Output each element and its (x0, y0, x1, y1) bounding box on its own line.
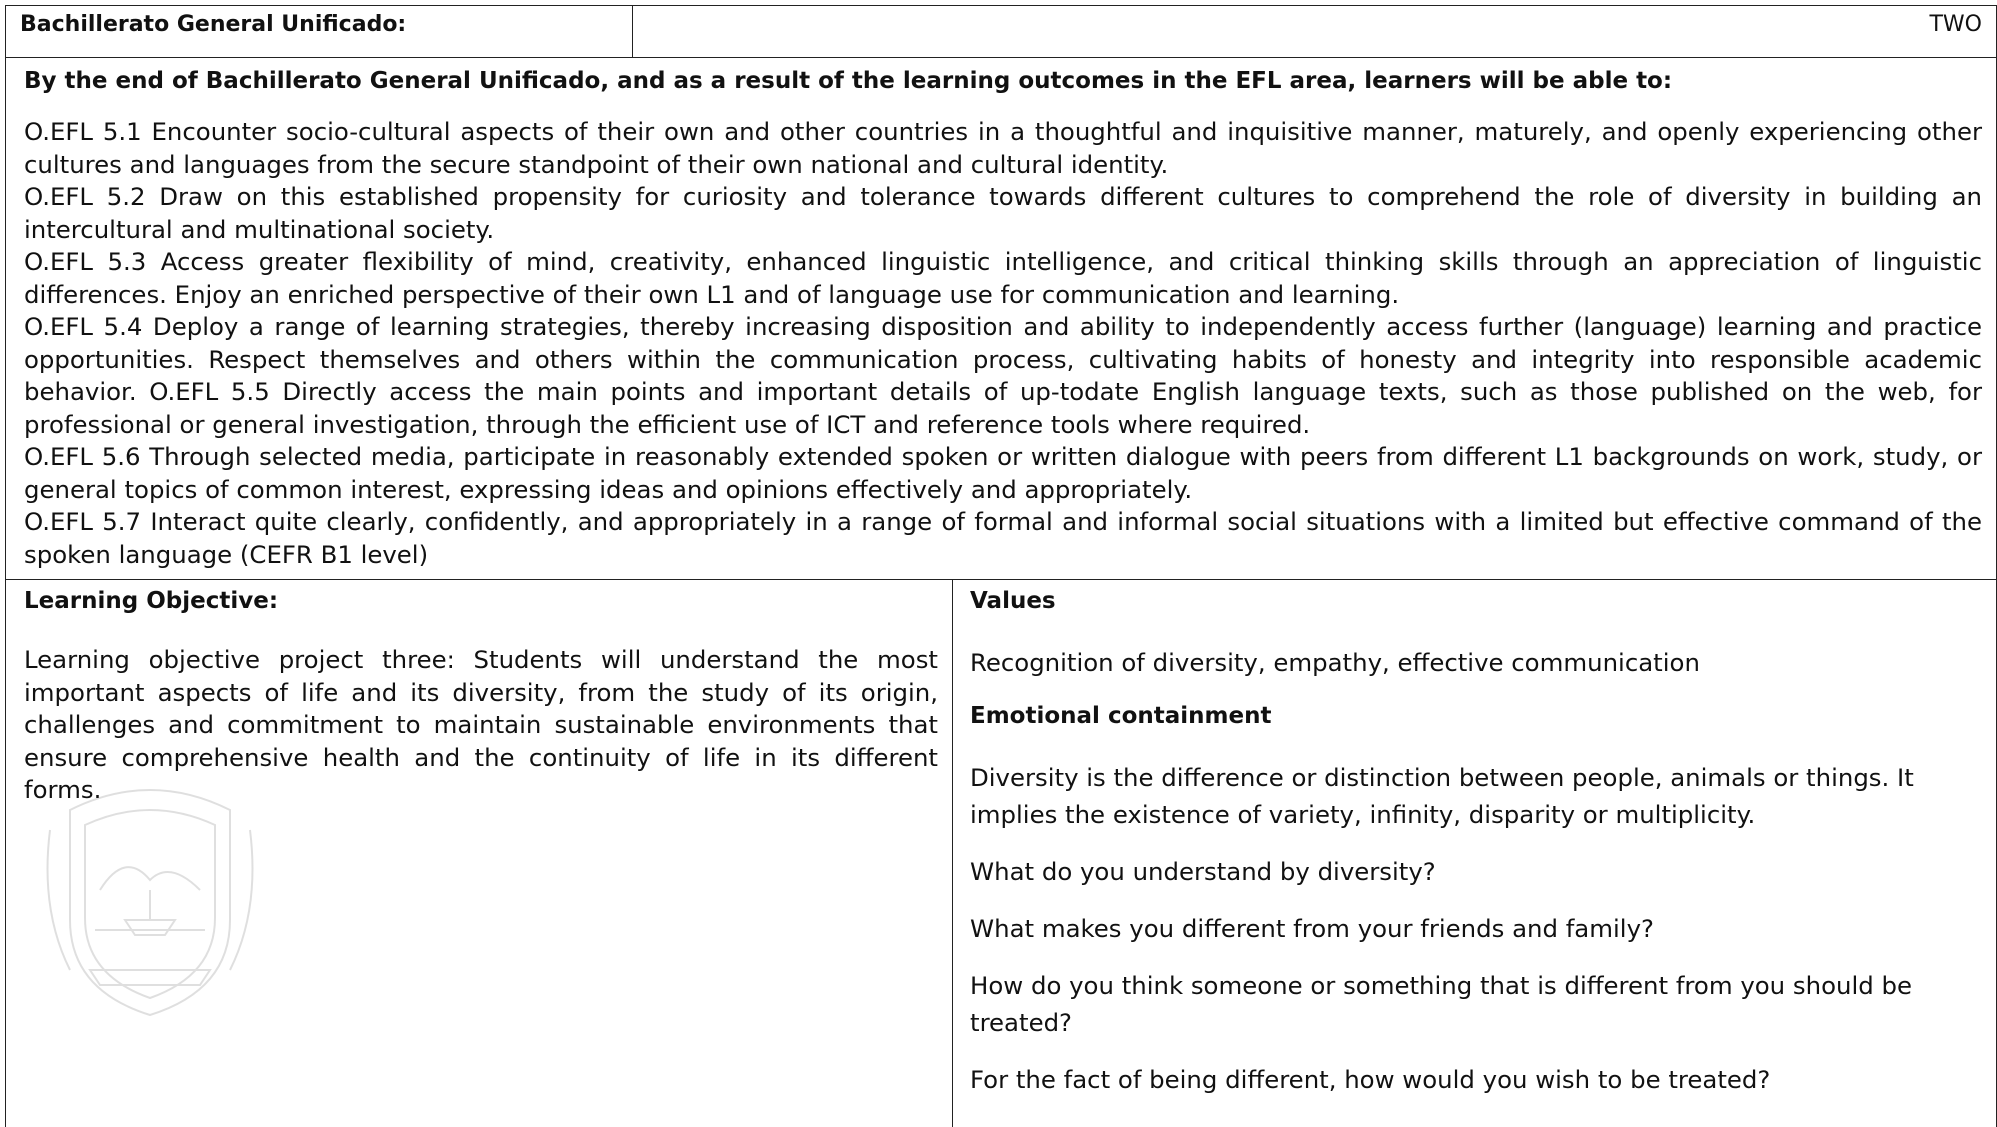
objective-item: O.EFL 5.1 Encounter socio-cultural aspects of their own and other countries in a thoughtful and inquisitive manner, maturely, and openly experiencing other cultures and languages from the secure standpoint of their own national and cultural identity. (24, 117, 1982, 179)
objectives-section (5, 58, 1997, 580)
objective-item: O.EFL 5.6 Through selected media, participate in reasonably extended spoken or written dialogue with peers from different L1 backgrounds on work, study, or general topics of common interest, expressing ideas and opinions effectively and appropriately. (24, 442, 1982, 504)
bottom-row (5, 580, 1997, 1127)
values-heading: Values (970, 588, 1056, 614)
question-item: How do you think someone or something that is different from you should be treated? (970, 971, 1912, 1037)
question-item: What do you understand by diversity? (970, 857, 1436, 886)
values-list: Recognition of diversity, empathy, effective communication (970, 648, 1700, 677)
program-label: Bachillerato General Unificado: (6, 6, 633, 57)
coat-of-arms-watermark-icon (30, 770, 270, 1030)
question-item: For the fact of being different, how would you wish to be treated? (970, 1065, 1771, 1094)
emotional-containment-heading: Emotional containment (970, 703, 1272, 729)
learning-objective-text: Learning objective project three: Students will understand the most important aspects of life and its diversity, from the study of its origin, challenges and commitment to maintain sustainable environments that ensure comprehensive health and the continuity of life in its different forms. (24, 645, 938, 804)
header-row (5, 5, 1997, 58)
objective-item: O.EFL 5.2 Draw on this established propensity for curiosity and tolerance towards different cultures to comprehend the role of diversity in building an intercultural and multinational society. (24, 182, 1982, 244)
document-table (5, 5, 1997, 1122)
objectives-intro: By the end of Bachillerato General Unificado, and as a result of the learning outcomes in the EFL area, learners will be able to: (24, 68, 1673, 94)
learning-objective-heading: Learning Objective: (24, 588, 279, 614)
question-item: What makes you different from your friends and family? (970, 914, 1654, 943)
objective-item: O.EFL 5.4 Deploy a range of learning strategies, thereby increasing disposition and ability to independently access further (language) learning and practice opportunities. Respect themselves and others within the communication process, cultivating habits of honesty and integrity into responsible academic behavior. O.EFL 5.5 Directly access the main points and important details of up-todate English language texts, such as those published on the web, for professional or general investigation, through the efficient use of ICT and reference tools where required. (24, 312, 1982, 439)
values-cell (953, 580, 1996, 1127)
objective-item: O.EFL 5.7 Interact quite clearly, confidently, and appropriately in a range of formal and informal social situations with a limited but effective command of the spoken language (CEFR B1 level) (24, 507, 1982, 569)
program-value: TWO (1929, 12, 1982, 37)
objective-item: O.EFL 5.3 Access greater flexibility of mind, creativity, enhanced linguistic intelligence, and critical thinking skills through an appreciation of linguistic differences. Enjoy an enriched perspective of their own L1 and of language use for communication and learning. (24, 247, 1982, 309)
diversity-definition: Diversity is the difference or distinction between people, animals or things. It implies the existence of variety, infinity, disparity or multiplicity. (970, 763, 1914, 829)
